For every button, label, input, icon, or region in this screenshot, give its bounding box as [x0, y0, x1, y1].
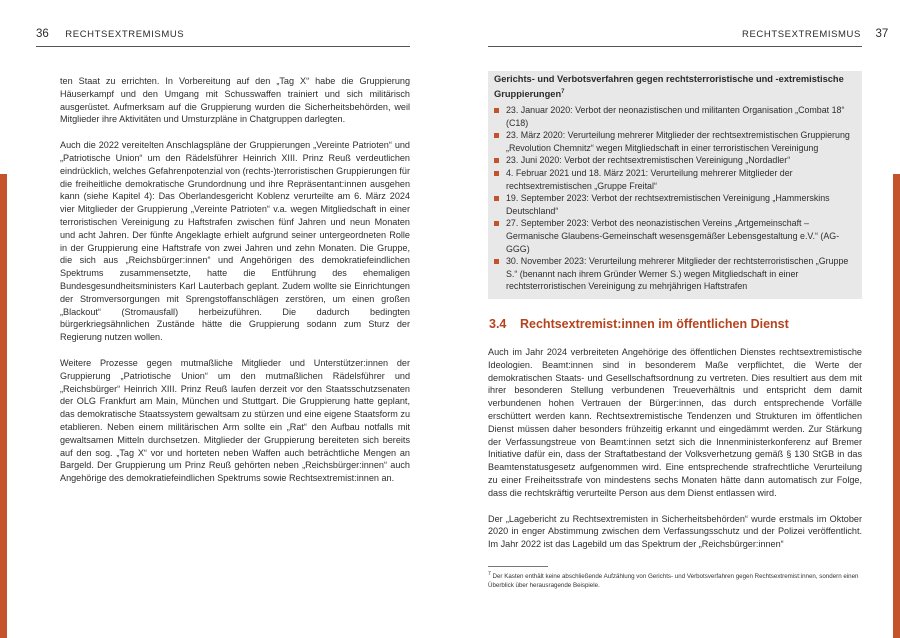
right-page-number: 37: [875, 28, 889, 40]
left-running-title: RECHTSEXTREMISMUS: [65, 29, 185, 40]
list-item: 19. September 2023: Verbot der rechtsextremistischen Vereinigung „Hammerskins Deutschland“: [494, 192, 860, 217]
list-item: 30. November 2023: Verurteilung mehrerer Mitglieder der rechtsterroristischen „Gruppe S.“ (benannt nach ihrem Gründer Werner S.) wegen Mitgliedschaft in einer rechtsterroristischen Vereinigung zu mehrjährigen Haftstrafen: [494, 255, 860, 293]
list-item: 23. Januar 2020: Verbot der neonazistischen und militanten Organisation „Combat 18“ (C18): [494, 104, 860, 129]
square-bullet-icon: [494, 196, 499, 201]
info-box-title: Gerichts- und Verbotsverfahren gegen rechtsterroristische und -extremistische Gruppierungen$^7$: [494, 74, 844, 99]
footnote-marker: 7: [488, 571, 491, 577]
right-header-rule: [488, 46, 862, 47]
section-heading: [489, 317, 789, 331]
square-bullet-icon: [494, 171, 499, 176]
square-bullet-icon: [494, 108, 499, 113]
footnote-rule: [488, 566, 548, 567]
right-running-header: [742, 28, 888, 40]
right-accent-bar: [893, 174, 900, 638]
paragraph: Der „Lagebericht zu Rechtsextremisten in Sicherheitsbehörden“ wurde erstmals im Oktober 2020 in enger Abstimmung zwischen dem Verfassungsschutz und der Polizei veröffentlicht. Im Jahr 2022 ist das Lagebild um das Spektrum der „Reichsbürger:innen“: [488, 513, 862, 550]
paragraph: Auch im Jahr 2024 verbreiteten Angehörige des öffentlichen Dienstes rechtsextremistische Ideologien. Beamt:innen sind in besonderem Maße verpflichtet, die Werte der demokratischen Staats- und Gesellschaftsordnung zu vertreten. Dies resultiert aus dem mit ihrer besonderen Stellung verbundenen Treueverhältnis und entspricht dem damit verbundenen hohen Vertrauen der Bürger:innen, das durch entsprechende Vorfälle erschüttert werden kann. Rechtsextremistische Tendenzen und Strukturen im öffentlichen Dienst müssen daher besonders frühzeitig erkannt und eingedämmt werden. Zur Stärkung der Verfassungstreue von Beamt:innen setzt sich die Innenministerkonferenz auf Bremer Initiative dafür ein, dass der Straftatbestand der Volksverhetzung gemäß § 130 StGB in das Beamtenstatusgesetz aufgenommen wird. Eine entsprechende strafrechtliche Verurteilung zu einer Freiheitsstrafe von mindestens sechs Monaten hätte dann automatisch zur Folge, dass die rechtskräftig verurteilte Person aus dem Dienst entlassen wird.: [488, 347, 862, 498]
square-bullet-icon: [494, 259, 499, 264]
list-item: 4. Februar 2021 und 18. März 2021: Verurteilung mehrerer Mitglieder der rechtsextremistischen „Gruppe Freital“: [494, 167, 860, 192]
left-body-text: [60, 75, 410, 498]
left-accent-bar: [0, 174, 7, 638]
paragraph: Weitere Prozesse gegen mutmaßliche Mitglieder und Unterstützer:innen der Gruppierung „Patriotische Union“ um den mutmaßlichen Rädelsführer und „Reichsbürger“ Heinrich XIII. Prinz Reuß laufen derzeit vor den Staatsschutzsenaten der OLG Frankfurt am Main, München und Stuttgart. Die Gruppierung hatte geplant, das demokratische Staatssystem gewaltsam zu stürzen und eine eigene Staatsform zu etablieren. Neben einem militärischen Arm sollte ein „Rat“ den Aufbau notfalls mit gewaltsamen Mitteln durchsetzen. Mitglieder der Gruppierung bereiteten sich bereits auf den sog. „Tag X“ vor und horteten neben Waffen auch beträchtliche Mengen an Bargeld. Der Gruppierung um Prinz Reuß gehörten neben „Reichsbürger:innen“ auch Angehörige des demokratiefeindlichen Spektrums sowie Rechtsextremist:innen an.: [60, 357, 410, 484]
section-title: Rechtsextremist:innen im öffentlichen Dienst: [520, 317, 789, 331]
left-page-number: 36: [36, 28, 49, 40]
paragraph: Auch die 2022 vereitelten Anschlagspläne der Gruppierungen „Vereinte Patrioten“ und „Patriotische Union“ um den Rädelsführer Heinrich XIII. Prinz Reuß verdeutlichen eindrücklich, welches Gefahrenpotenzial von (rechts-)terroristischen Gruppierungen für die freiheitliche demokratische Grundordnung und ihre Repräsentant:innen ausgehen kann (siehe Kapitel 4): Das Oberlandesgericht Koblenz verurteilte am 6. März 2024 vier Mitglieder der Gruppierung „Vereinte Patrioten“ v.a. wegen Mitgliedschaft in einer terroristischen Vereinigung zu Haftstrafen zwischen fünf Jahren und neun Monaten und acht Jahren. Der fünfte Angeklagte erhielt aufgrund seiner untergeordneten Rolle in der Gruppierung eine Haftstrafe von zwei Jahren und zehn Monaten. Die Gruppe, die sich aus „Reichsbürger:innen“ und Angehörigen des demokratiefeindlichen Spektrums zusammensetzte, hatte die Entführung des ehemaligen Bundesgesundheitsministers Karl Lauterbach geplant. Zudem wollte sie Einrichtungen der Stromversorgungen mit Sprengstoffanschlägen zerstören, um einen großen „Blackout“ (Stromausfall) herbeizuführen. Die dadurch bedingten bürgerkriegsähnlichen Zustände hätte die Gruppierung sodann zum Sturz der Regierung nutzen wollen.: [60, 140, 410, 343]
section-number: 3.4: [489, 317, 507, 331]
footnote-ref: 7: [561, 88, 565, 95]
left-running-header: [36, 28, 184, 40]
list-item: 27. September 2023: Verbot des neonazistischen Vereins „Artgemeinschaft – Germanische Glaubens-Gemeinschaft wesensgemäßer Lebensgestaltung e.V.“ (AG-GGG): [494, 217, 860, 255]
footnote-text: Der Kasten enthält keine abschließende Aufzählung von Gerichts- und Verbotsverfahren gegen Rechtsextremist:innen, sondern einen Überblick über herausragende Beispiele.: [488, 573, 859, 589]
list-item: 23. März 2020: Verurteilung mehrerer Mitglieder der rechtsextremistischen Gruppierung „Revolution Chemnitz“ wegen Mitgliedschaft in einer terroristischen Vereinigung: [494, 129, 860, 154]
square-bullet-icon: [494, 221, 499, 226]
right-body-text: [488, 346, 862, 564]
right-running-title: RECHTSEXTREMISMUS: [742, 29, 861, 40]
square-bullet-icon: [494, 158, 499, 163]
list-item: 23. Juni 2020: Verbot der rechtsextremistischen Vereinigung „Nordadler“: [494, 154, 860, 167]
left-header-rule: [36, 46, 410, 47]
paragraph: ten Staat zu errichten. In Vorbereitung auf den „Tag X“ habe die Gruppierung Häuserkampf und den Umgang mit Schusswaffen trainiert und sich militärisch ausgerüstet. Aufmerksam auf die Gruppierung wurden die Sicherheitsbehörden, weil Mitglieder ihre Aktivitäten und Umsturzpläne in Chatgruppen darlegten.: [60, 76, 410, 125]
square-bullet-icon: [494, 133, 499, 138]
footnote: [488, 570, 860, 590]
info-box-list: [494, 104, 860, 293]
